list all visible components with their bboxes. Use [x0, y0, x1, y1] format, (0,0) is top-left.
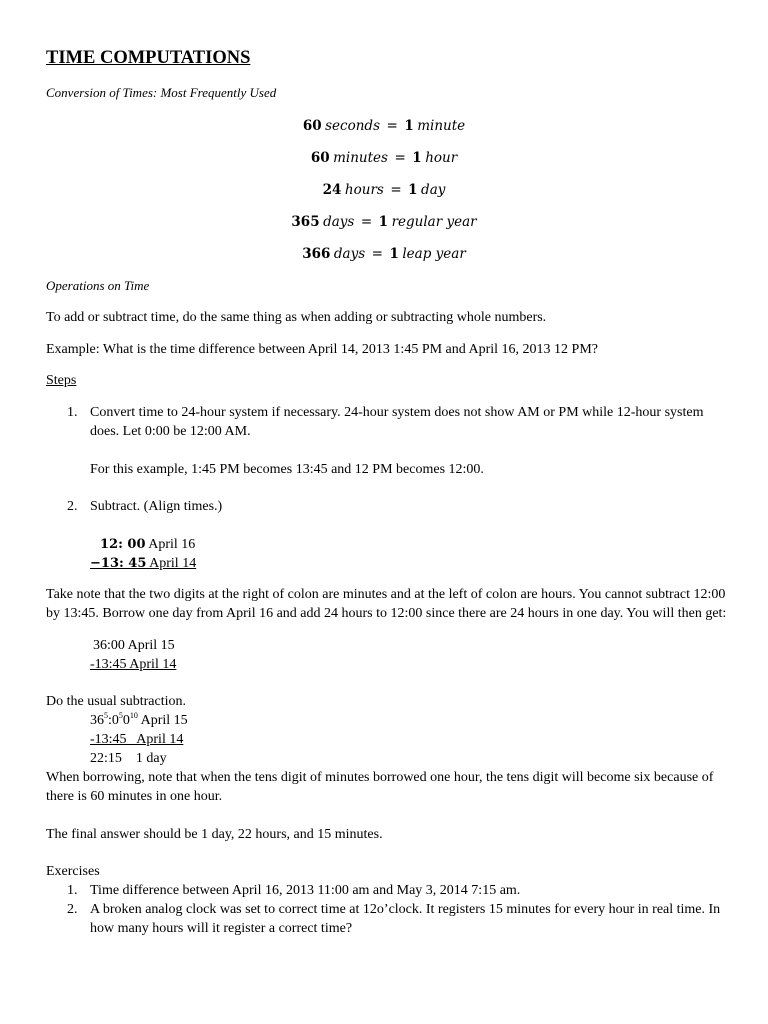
- date-label: April 16: [148, 537, 196, 552]
- equation-right-unit: minute: [417, 118, 466, 134]
- exercise-number: 1.: [67, 883, 78, 898]
- borrow-note: there is 60 minutes in one hour.: [46, 789, 223, 804]
- date-label: April 14: [149, 556, 197, 571]
- conversion-heading: Conversion of Times: Most Frequently Used: [46, 85, 277, 100]
- exercise-text: how many hours will it register a correct time?: [90, 921, 353, 936]
- equation-operator: =: [386, 118, 398, 134]
- equation-left-unit: hours: [344, 182, 384, 198]
- equation-row: [0, 117, 768, 136]
- borrow-top-row: [90, 712, 188, 730]
- equation-row: [0, 213, 768, 232]
- step1-example: For this example, 1:45 PM becomes 13:45 and 12 PM becomes 12:00.: [90, 462, 484, 477]
- equation-left-number: 24: [322, 182, 342, 198]
- equation-right-number: 1: [408, 182, 418, 198]
- page-title: TIME COMPUTATIONS: [46, 48, 251, 68]
- note-paragraph: Take note that the two digits at the right of colon are minutes and at the left of colon are hours. You cannot subtract 12:00: [46, 587, 726, 602]
- step-number: 1.: [67, 405, 78, 420]
- equation-right-number: 1: [404, 118, 414, 134]
- subtraction-bottom-row: -13:45 April 14: [90, 657, 177, 672]
- equation-row: [0, 149, 768, 168]
- borrow-bottom-row: -13:45 April 14: [90, 732, 184, 747]
- subtraction-top-row: [100, 536, 195, 554]
- equation-left-unit: minutes: [333, 150, 388, 166]
- equation-right-number: 1: [389, 246, 399, 262]
- borrow-minutes: 0: [122, 713, 130, 728]
- equation-left-unit: seconds: [325, 118, 380, 134]
- exercise-text: A broken analog clock was set to correct time at 12o’clock. It registers 15 minutes for every hour in real time. In: [90, 902, 721, 917]
- subtraction-result: 22:15 1 day: [90, 751, 167, 766]
- subtraction-top-row: 36:00 April 15: [93, 638, 175, 653]
- equation-operator: =: [390, 182, 402, 198]
- equation-operator: =: [360, 214, 373, 230]
- equation-left-unit: days: [323, 214, 355, 230]
- equation-left-number: 60: [310, 150, 330, 166]
- exercises-heading: Exercises: [46, 864, 100, 879]
- time-value: −13: 45: [90, 556, 147, 571]
- equation-left-unit: days: [333, 246, 366, 262]
- date-label: April 15: [137, 713, 188, 728]
- intro-paragraph: To add or subtract time, do the same thing as when adding or subtracting whole numbers.: [46, 310, 547, 325]
- equation-row: [0, 181, 768, 200]
- usual-subtraction-label: Do the usual subtraction.: [46, 694, 186, 709]
- step-number: 2.: [67, 499, 78, 514]
- borrow-superscript: 10: [129, 711, 138, 720]
- equation-right-unit: regular year: [391, 214, 477, 230]
- step1-text: does. Let 0:00 be 12:00 AM.: [90, 424, 251, 439]
- equation-operator: =: [371, 246, 383, 262]
- step1-text: Convert time to 24-hour system if necessary. 24-hour system does not show AM or PM while 12-hour system: [90, 405, 704, 420]
- step2-text: Subtract. (Align times.): [90, 499, 223, 514]
- operations-heading: Operations on Time: [46, 278, 150, 293]
- steps-heading: Steps: [46, 373, 77, 388]
- equation-operator: =: [394, 150, 406, 166]
- borrow-superscript: 5: [104, 711, 108, 720]
- exercise-text: Time difference between April 16, 2013 11:00 am and May 3, 2014 7:15 am.: [90, 883, 521, 898]
- borrow-colon: :0: [108, 713, 119, 728]
- equation-right-number: 1: [412, 150, 422, 166]
- equation-right-unit: day: [421, 182, 446, 198]
- subtraction-bottom-row: [90, 555, 196, 573]
- equation-right-unit: leap year: [402, 246, 466, 262]
- equation-left-number: 60: [302, 118, 322, 134]
- borrow-note: When borrowing, note that when the tens digit of minutes borrowed one hour, the tens digit will become six because of: [46, 770, 714, 785]
- equation-right-unit: hour: [425, 150, 458, 166]
- equation-left-number: 365: [291, 214, 320, 230]
- example-paragraph: Example: What is the time difference between April 14, 2013 1:45 PM and April 16, 2013 12 PM?: [46, 342, 599, 357]
- borrow-superscript: 5: [118, 711, 123, 720]
- exercise-number: 2.: [67, 902, 78, 917]
- borrow-hours: 36: [90, 713, 104, 728]
- time-value: 12: 00: [100, 537, 146, 552]
- note-paragraph: by 13:45. Borrow one day from April 16 and add 24 hours to 12:00 since there are 24 hours in one day. You will then get:: [46, 606, 727, 621]
- equation-right-number: 1: [378, 214, 389, 230]
- final-answer: The final answer should be 1 day, 22 hours, and 15 minutes.: [46, 827, 383, 842]
- equation-row: [0, 245, 768, 264]
- equation-left-number: 366: [302, 246, 331, 262]
